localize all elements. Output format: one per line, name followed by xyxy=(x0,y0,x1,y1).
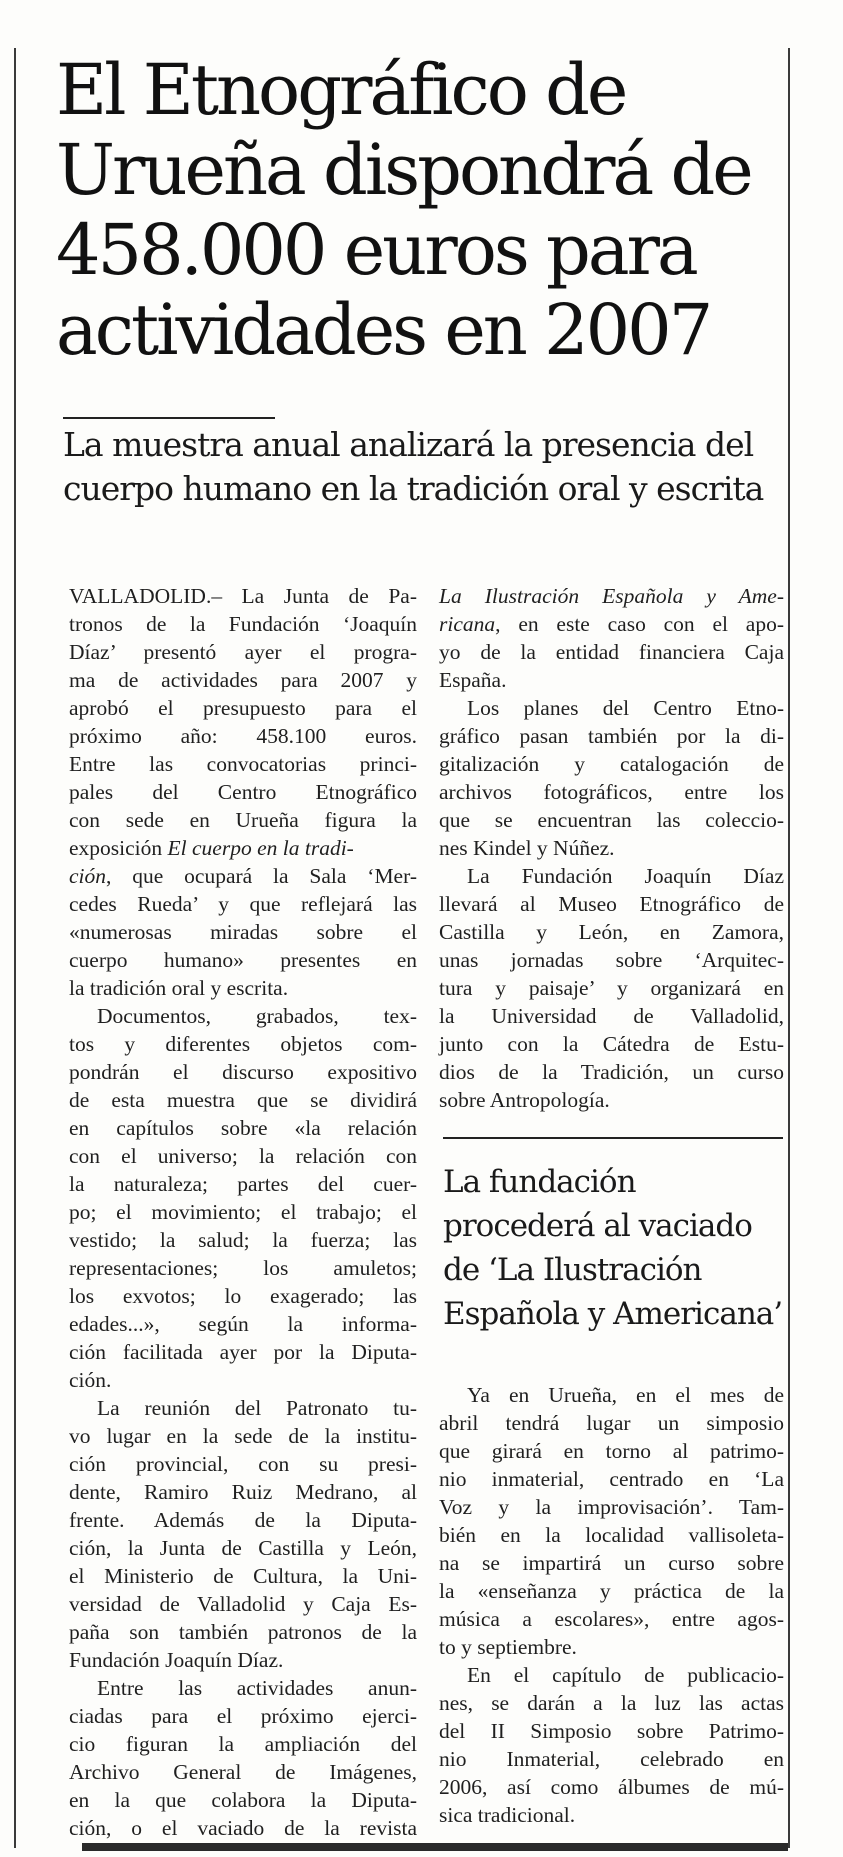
body-line: edades...», según la informa- xyxy=(69,1312,417,1336)
body-line: tos y diferentes objetos com- xyxy=(69,1032,417,1056)
magazine-title: La Ilustración Española y Ame- xyxy=(439,584,784,608)
body-line: Fundación Joaquín Díaz. xyxy=(69,1648,284,1672)
body-line: la tradición oral y escrita. xyxy=(69,976,289,1000)
body-line: en capítulos sobre «la relación xyxy=(69,1116,417,1140)
sidebar-headline-line: Española y Americana’ xyxy=(443,1296,783,1332)
article-subheadline xyxy=(63,423,783,511)
subheadline-line: La muestra anual analizará la presencia del xyxy=(63,425,754,464)
body-text: , en este caso con el apo- xyxy=(495,612,784,636)
body-line: sobre Antropología. xyxy=(439,1088,610,1112)
subheadline-rule xyxy=(63,417,275,419)
body-line: de esta muestra que se dividirá xyxy=(69,1088,417,1112)
body-text: exposición xyxy=(69,836,168,860)
body-line: 2006, así como álbumes de mú- xyxy=(439,1775,784,1799)
body-line: Archivo General de Imágenes, xyxy=(69,1760,417,1784)
body-line: música a escolares», entre agos- xyxy=(439,1607,784,1631)
body-line: ma de actividades para 2007 y xyxy=(69,668,417,692)
left-border-rule xyxy=(14,48,16,1848)
body-line: la Universidad de Valladolid, xyxy=(439,1004,784,1028)
body-line: con sede en Urueña figura la xyxy=(69,808,417,832)
body-line: dente, Ramiro Ruiz Medrano, al xyxy=(69,1480,417,1504)
sidebar-headline-line: La fundación xyxy=(443,1164,636,1200)
exhibition-title: El cuerpo en la tradi- xyxy=(167,836,354,860)
magazine-title: ricana xyxy=(439,612,496,636)
body-line: en la que colabora la Diputa- xyxy=(69,1788,417,1812)
body-line: nes, se darán a la luz las actas xyxy=(439,1691,784,1715)
body-line: el Ministerio de Cultura, la Uni- xyxy=(69,1564,417,1588)
body-text: , que ocupará la Sala ‘Mer- xyxy=(106,864,417,888)
body-line: vo lugar en la sede de la institu- xyxy=(69,1424,417,1448)
body-line: del II Simposio sobre Patrimo- xyxy=(439,1719,784,1743)
body-column-left xyxy=(69,582,417,1842)
body-line: Documentos, grabados, tex- xyxy=(97,1004,417,1028)
body-line: que girará en torno al patrimo- xyxy=(439,1439,784,1463)
body-line: la «enseñanza y práctica de la xyxy=(439,1579,784,1603)
body-line: Entre las actividades anun- xyxy=(97,1676,417,1700)
body-line: la naturaleza; partes del cuer- xyxy=(69,1172,417,1196)
subheadline-line: cuerpo humano en la tradición oral y escrita xyxy=(63,469,764,508)
body-line: to y septiembre. xyxy=(439,1635,577,1659)
body-line: aprobó el presupuesto para el xyxy=(69,696,417,720)
body-line: Ya en Urueña, en el mes de xyxy=(467,1383,784,1407)
body-line: ción facilitada ayer por la Diputa- xyxy=(69,1340,417,1364)
body-line: dios de la Tradición, un curso xyxy=(439,1060,784,1084)
body-line: Voz y la improvisación’. Tam- xyxy=(439,1495,784,1519)
body-line xyxy=(69,834,417,862)
body-line: representaciones; los amuletos; xyxy=(69,1256,417,1280)
sidebar-rule xyxy=(443,1137,783,1139)
body-line xyxy=(439,610,784,638)
body-line: versidad de Valladolid y Caja Es- xyxy=(69,1592,417,1616)
body-line: ción. xyxy=(69,1368,112,1392)
sidebar-headline-line: procederá al vaciado xyxy=(443,1208,752,1244)
body-line: nes Kindel y Núñez. xyxy=(439,836,615,860)
body-line: gitalización y catalogación de xyxy=(439,752,784,776)
body-line: vestido; la salud; la fuerza; las xyxy=(69,1228,417,1252)
body-line: La reunión del Patronato tu- xyxy=(97,1396,417,1420)
body-line: ción provincial, con su presi- xyxy=(69,1452,417,1476)
body-line: llevará al Museo Etnográfico de xyxy=(439,892,784,916)
article-headline xyxy=(56,50,776,370)
headline-line: 458.000 euros para xyxy=(56,209,696,291)
body-line: ciadas para el próximo ejerci- xyxy=(69,1704,417,1728)
body-line: tronos de la Fundación ‘Joaquín xyxy=(69,612,417,636)
body-line: na se impartirá un curso sobre xyxy=(439,1551,784,1575)
headline-line: actividades en 2007 xyxy=(56,289,711,371)
body-line xyxy=(69,862,417,890)
body-line: junto con la Cátedra de Estu- xyxy=(439,1032,784,1056)
body-line: pales del Centro Etnográfico xyxy=(69,780,417,804)
body-line: cuerpo humano» presentes en xyxy=(69,948,417,972)
body-line: po; el movimiento; el trabajo; el xyxy=(69,1200,417,1224)
body-line: La Fundación Joaquín Díaz xyxy=(467,864,784,888)
body-line: los exvotos; lo exagerado; las xyxy=(69,1284,417,1308)
headline-line: El Etnográfico de xyxy=(56,49,626,131)
body-line: Entre las convocatorias princi- xyxy=(69,752,417,776)
body-line: cedes Rueda’ y que reflejará las xyxy=(69,892,417,916)
body-line: España. xyxy=(439,668,507,692)
body-line: Los planes del Centro Etno- xyxy=(467,696,784,720)
body-line: VALLADOLID.– La Junta de Pa- xyxy=(69,584,417,608)
body-line: yo de la entidad financiera Caja xyxy=(439,640,784,664)
body-line: Díaz’ presentó ayer el progra- xyxy=(69,640,417,664)
body-line: bién en la localidad vallisoleta- xyxy=(439,1523,784,1547)
body-line: ción, la Junta de Castilla y León, xyxy=(69,1536,417,1560)
body-line: con el universo; la relación con xyxy=(69,1144,417,1168)
body-line: ción, o el vaciado de la revista xyxy=(69,1816,417,1840)
body-line: gráfico pasan también por la di- xyxy=(439,724,784,748)
headline-line: Urueña dispondrá de xyxy=(56,129,751,211)
sidebar-headline xyxy=(443,1160,788,1336)
body-line: frente. Además de la Diputa- xyxy=(69,1508,417,1532)
body-line: nio inmaterial, centrado en ‘La xyxy=(439,1467,784,1491)
body-line: «numerosas miradas sobre el xyxy=(69,920,417,944)
body-line: nio Inmaterial, celebrado en xyxy=(439,1747,784,1771)
right-border-rule xyxy=(788,48,790,1848)
body-line: cio figuran la ampliación del xyxy=(69,1732,417,1756)
body-line: Castilla y León, en Zamora, xyxy=(439,920,784,944)
body-line: pondrán el discurso expositivo xyxy=(69,1060,417,1084)
body-line: que se encuentran las coleccio- xyxy=(439,808,784,832)
body-line: En el capítulo de publicacio- xyxy=(467,1663,784,1687)
body-line: abril tendrá lugar un simposio xyxy=(439,1411,784,1435)
body-line: unas jornadas sobre ‘Arquitec- xyxy=(439,948,784,972)
body-line: sica tradicional. xyxy=(439,1803,576,1827)
exhibition-title: ción xyxy=(69,864,107,888)
sidebar-headline-line: de ‘La Ilustración xyxy=(443,1252,702,1288)
body-line: archivos fotográficos, entre los xyxy=(439,780,784,804)
bottom-rule xyxy=(82,1843,788,1851)
body-line xyxy=(439,582,784,610)
body-column-right-bottom xyxy=(439,1381,784,1829)
body-line: tura y paisaje’ y organizará en xyxy=(439,976,784,1000)
body-column-right-top xyxy=(439,582,784,1114)
body-line: paña son también patronos de la xyxy=(69,1620,417,1644)
body-line: próximo año: 458.100 euros. xyxy=(69,724,417,748)
